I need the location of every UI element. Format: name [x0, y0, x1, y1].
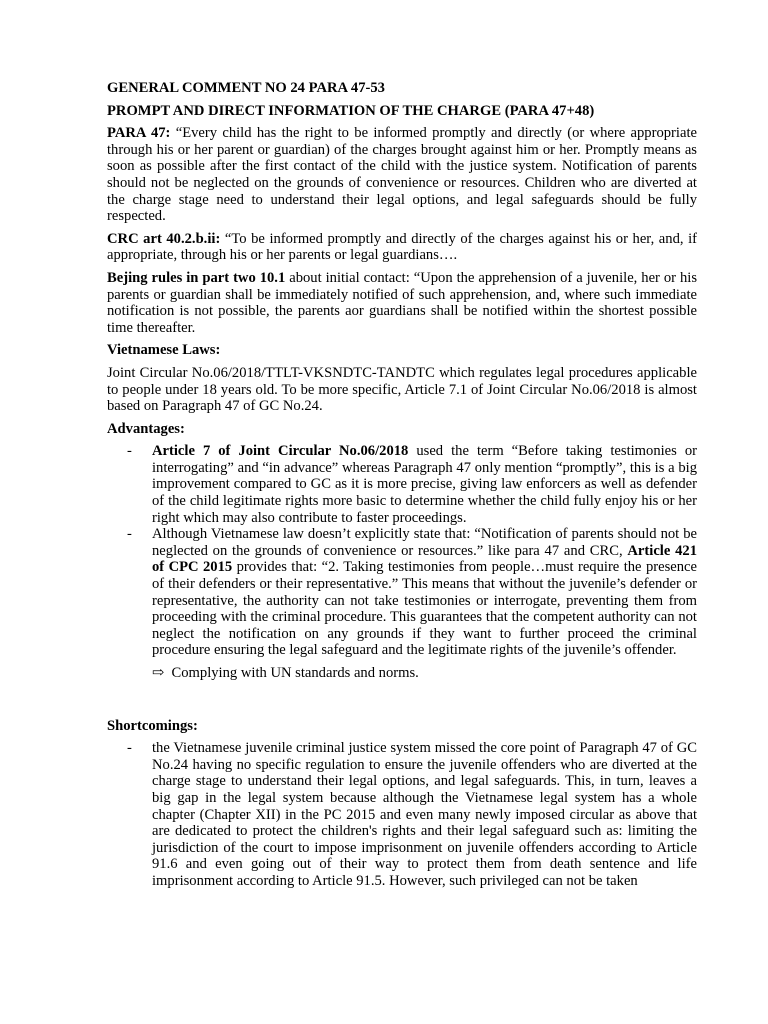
list-item — [107, 526, 697, 659]
list-item — [107, 740, 697, 889]
spacer — [107, 688, 697, 718]
section-heading-charge: PROMPT AND DIRECT INFORMATION OF THE CHARGE (PARA 47+48) — [107, 102, 595, 119]
para-47 — [107, 125, 697, 225]
bejing-label: Bejing rules in part two 10.1 — [107, 269, 286, 286]
bejing-text: about initial contact: “Upon the apprehension of a juvenile, her or his parents or guardian shall be immediately notified of such apprehension, and, where such immediate notification is not possible, the parents aor guardians shall be notified within the shortest possible time thereafter. — [107, 269, 697, 336]
crc-article — [107, 231, 697, 264]
shortcomings-list — [107, 740, 697, 889]
conclusion-line — [107, 665, 697, 682]
advantage-2-post: provides that: “2. Taking testimonies from people…must require the presence of their defenders or their representative.” This means that without the juvenile’s defender or representative, the authority can not take testimonies or interrogate, preventing them from proceeding with the criminal procedure. This guarantees that the competent authority can not neglect the notification on any grounds if they want to further proceed the criminal procedure ensuring the legal safeguard and the legitimate rights of the juvenile’s offender. — [152, 559, 697, 659]
right-arrow-icon: ⇨ — [152, 665, 165, 681]
document-page — [107, 80, 697, 896]
vietnamese-laws-text: Joint Circular No.06/2018/TTLT-VKSNDTC-TANDTC which regulates legal procedures applicable to people under 18 years old. To be more specific, Article 7.1 of Joint Circular No.06/2018 is almost based on Paragraph 47 of GC No.24. — [107, 364, 697, 415]
dash-bullet: - — [127, 740, 132, 757]
shortcomings-heading: Shortcomings: — [107, 717, 198, 734]
advantages-list — [107, 443, 697, 659]
crc-text: “To be informed promptly and directly of the charges against his or her, and, if appropriate, through his or her parents or legal guardians…. — [107, 230, 697, 264]
advantages-heading: Advantages: — [107, 420, 185, 437]
shortcoming-1-text: the Vietnamese juvenile criminal justice system missed the core point of Paragraph 47 of GC No.24 having no specific regulation to ensure the juvenile offenders who are diverted at the charge stage to understand their legal options, and legal safeguards. This, in turn, leaves a big gap in the legal system because although the Vietnamese legal system has a whole chapter (Chapter XII) in the PC 2015 and even many newly imposed circular as above that are dedicated to protect the children's rights and their legal safeguard such as: limiting the jurisdiction of the court to impose imprisonment on juvenile offenders according to Article 91.6 and even going out of their way to protect them from death sentence and life imprisonment according to Article 91.5. However, such privileged can not be taken — [152, 740, 697, 889]
advantage-1-bold: Article 7 of Joint Circular No.06/2018 — [152, 443, 409, 460]
bejing-rules — [107, 270, 697, 336]
dash-bullet: - — [127, 443, 132, 460]
crc-label: CRC art 40.2.b.ii: — [107, 230, 221, 247]
document-title: GENERAL COMMENT NO 24 PARA 47-53 — [107, 80, 385, 96]
para-47-text: “Every child has the right to be informed promptly and directly (or where appropriate through his or her parent or guardian) of the charges brought against him or her. Promptly means as soon as possible after the first contact of the child with the justice system. Notification of parents should not be neglected on the grounds of convenience or resources. Children who are diverted at the charge stage need to understand their legal options, and legal safeguards should be fully respected. — [107, 125, 697, 225]
list-item — [107, 443, 697, 526]
para-47-label: PARA 47: — [107, 125, 171, 142]
vietnamese-laws-heading: Vietnamese Laws: — [107, 342, 221, 359]
advantage-1-text: used the term “Before taking testimonies or interrogating” and “in advance” whereas Paragraph 47 only mention “promptly”, this is a big improvement compared to GC as it is more precise, giving law enforcers as well as defender of the child legitimate rights more basic to determine whether the child fully enjoy his or her right which may also contribute to faster proceedings. — [152, 443, 697, 526]
advantage-2-pre: Although Vietnamese law doesn’t explicitly state that: “Notification of parents should not be neglected on the grounds of convenience or resources.” like para 47 and CRC, — [152, 526, 697, 559]
conclusion-text: Complying with UN standards and norms. — [171, 665, 419, 681]
dash-bullet: - — [127, 526, 132, 543]
advantage-2-bold: Article 421 of CPC 2015 — [152, 542, 697, 576]
